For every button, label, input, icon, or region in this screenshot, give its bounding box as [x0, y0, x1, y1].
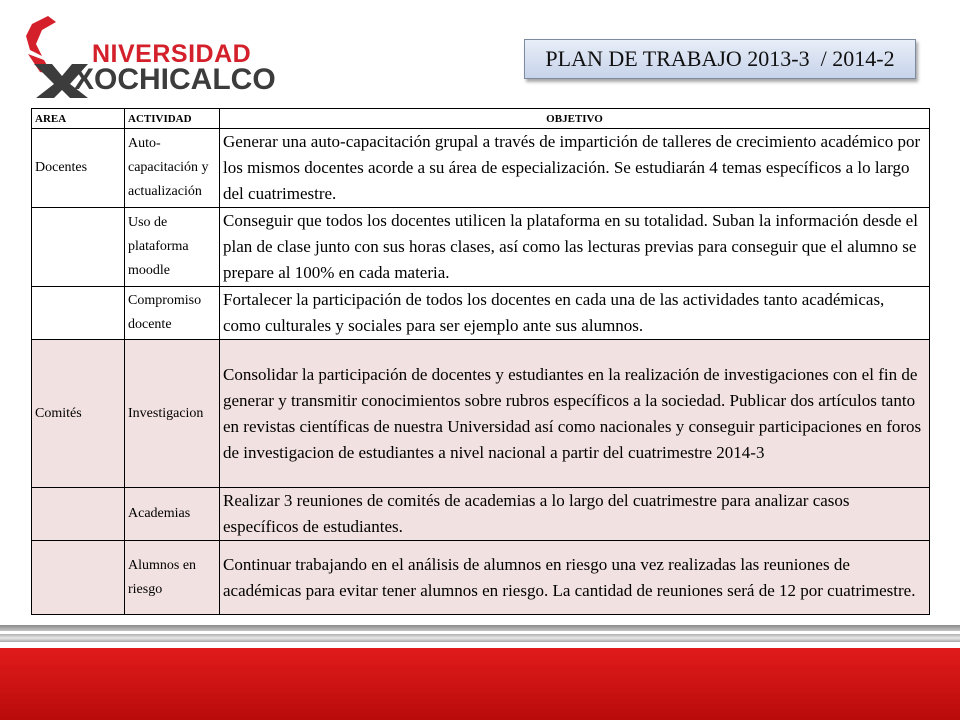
cell-actividad: Investigacion: [125, 340, 220, 488]
cell-objetivo: Continuar trabajando en el análisis de alumnos en riesgo una vez realizadas las reuniones de académicas para evitar tener alumnos en riesgo. La cantidad de reuniones será de 12 por cuatrimestre.: [220, 541, 930, 615]
table-row: [32, 208, 930, 287]
logo-text-top: NIVERSIDAD: [92, 40, 252, 68]
cell-area: [32, 287, 125, 340]
table-row: [32, 129, 930, 208]
cell-area: [32, 541, 125, 615]
table-row: [32, 287, 930, 340]
cell-objetivo: Realizar 3 reuniones de comités de academias a lo largo del cuatrimestre para analizar casos específicos de estudiantes.: [220, 488, 930, 541]
cell-area: [32, 208, 125, 287]
table-row: [32, 541, 930, 615]
cell-area: Docentes: [32, 129, 125, 208]
footer-band: [0, 648, 960, 720]
header-actividad: ACTIVIDAD: [125, 109, 220, 129]
page-title: PLAN DE TRABAJO 2013-3 / 2014-2: [545, 46, 895, 71]
cell-actividad: Academias: [125, 488, 220, 541]
table-header-row: [32, 109, 930, 129]
header-objetivo: OBJETIVO: [220, 109, 930, 129]
cell-objetivo: Fortalecer la participación de todos los docentes en cada una de las actividades tanto académicas, como culturales y sociales para ser ejemplo ante sus alumnos.: [220, 287, 930, 340]
cell-actividad: Alumnos en riesgo: [125, 541, 220, 615]
footer-divider-top: [0, 625, 960, 631]
cell-objetivo: Conseguir que todos los docentes utilicen la plataforma en su totalidad. Suban la información desde el plan de clase junto con sus horas clases, así como las lecturas previas para conseguir que el alumno se prepare al 100% en cada materia.: [220, 208, 930, 287]
cell-actividad: Compromiso docente: [125, 287, 220, 340]
cell-objetivo: Generar una auto-capacitación grupal a través de impartición de talleres de crecimiento académico por los mismos docentes acorde a su área de especialización. Se estudiarán 4 temas específicos a lo largo del cuatrimestre.: [220, 129, 930, 208]
title-box: [524, 39, 916, 79]
university-logo: [22, 14, 276, 98]
footer-divider-bottom: [0, 634, 960, 642]
logo-text-bottom: XOCHICALCO: [74, 63, 276, 96]
table-row: [32, 488, 930, 541]
table-row: [32, 340, 930, 488]
header-area: AREA: [32, 109, 125, 129]
cell-area: Comités: [32, 340, 125, 488]
work-plan-table: [31, 108, 930, 615]
cell-actividad: Uso de plataforma moodle: [125, 208, 220, 287]
cell-area: [32, 488, 125, 541]
cell-actividad: Auto-capacitación y actualización: [125, 129, 220, 208]
cell-objetivo: Consolidar la participación de docentes y estudiantes en la realización de investigaciones con el fin de generar y transmitir conocimientos sobre rubros específicos a la sociedad. Publicar dos artículos tanto en revistas científicas de nuestra Universidad así como nacionales y conseguir participaciones en foros de investigacion de estudiantes a nivel nacional a partir del cuatrimestre 2014-3: [220, 340, 930, 488]
